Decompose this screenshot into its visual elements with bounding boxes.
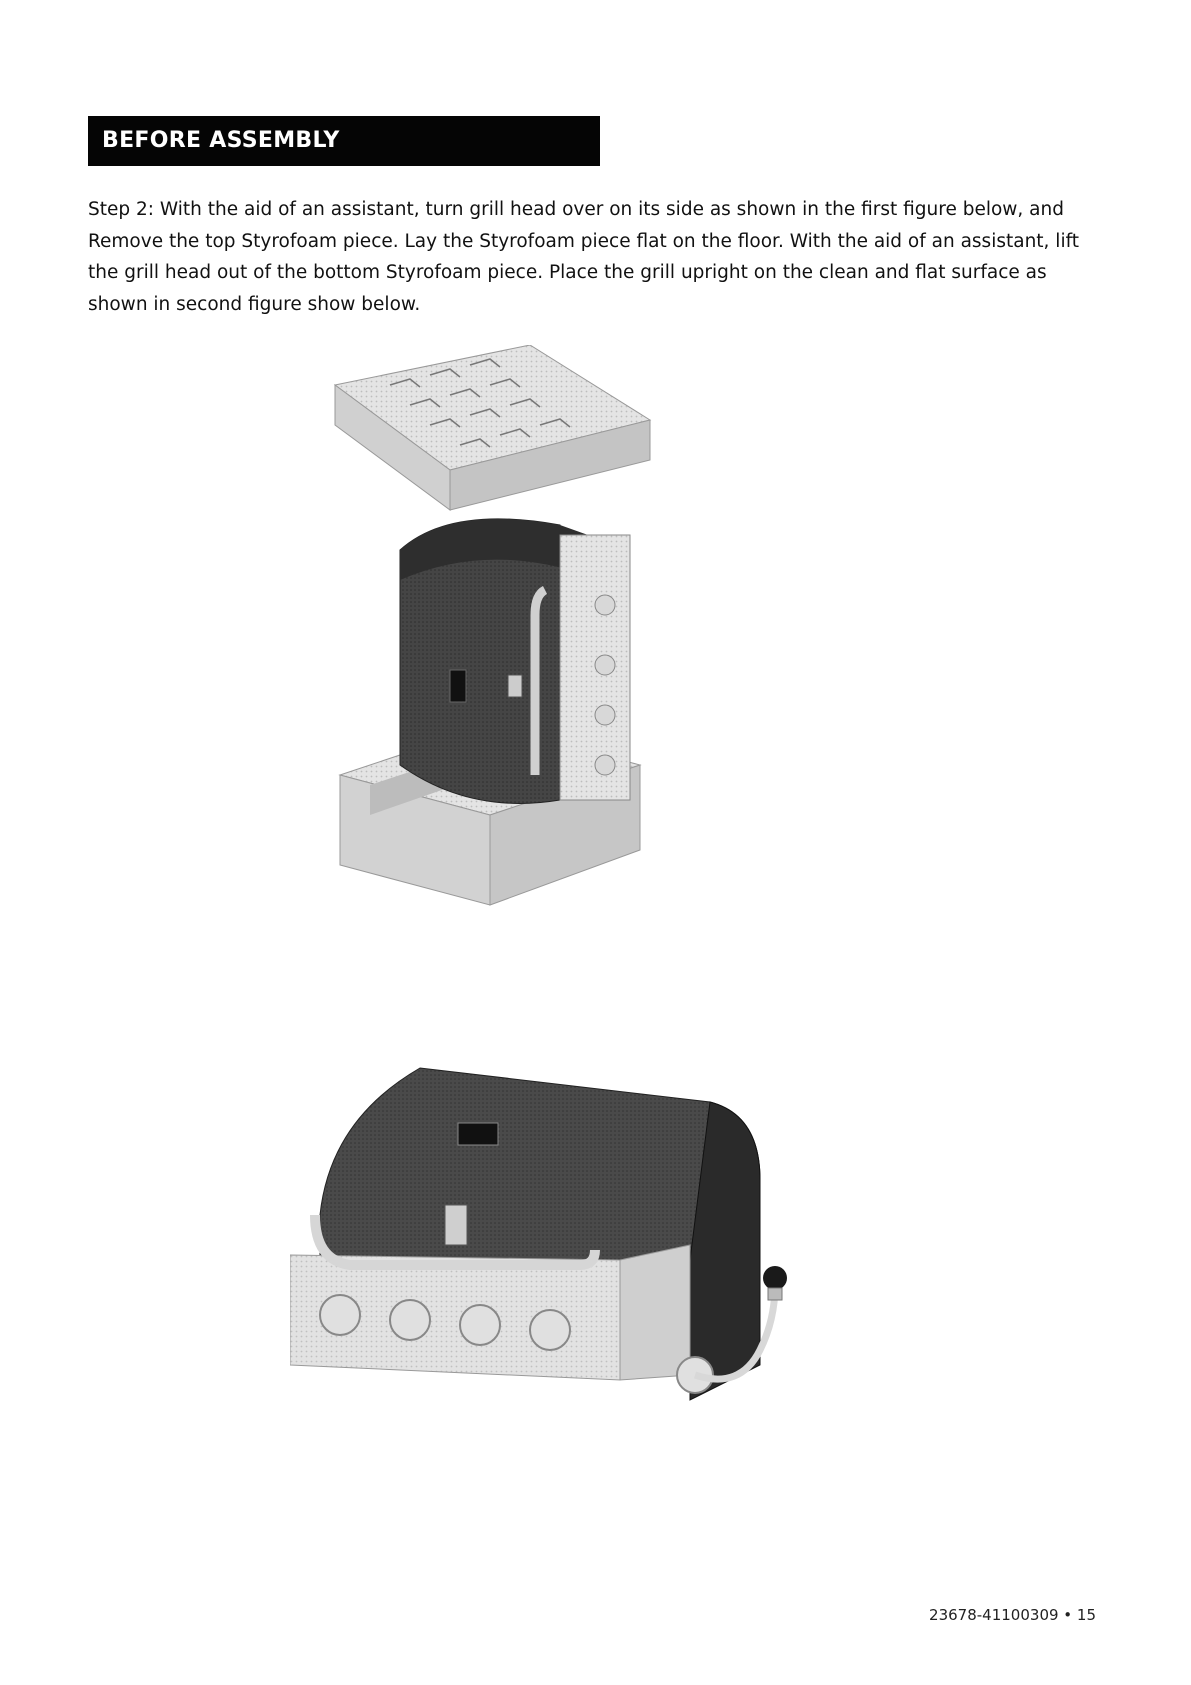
section-heading: BEFORE ASSEMBLY xyxy=(102,128,340,153)
section-heading-banner xyxy=(88,116,600,166)
top-styrofoam-piece xyxy=(335,345,650,510)
figure-grill-in-styrofoam xyxy=(330,345,700,930)
step-2-instructions: Step 2: With the aid of an assistant, turn grill head over on its side as shown in the first figure below, and Remove the top Styrofoam piece. Lay the Styrofoam piece flat on the floor. With the aid of an assistant, lift the grill head out of the bottom Styrofoam piece. Place the grill upright on the clean and flat surface as shown in second figure show below. xyxy=(88,199,1080,315)
grill-head-on-side xyxy=(400,519,630,804)
page-footer-reference: 23678-41100309 • 15 xyxy=(929,1606,1096,1624)
figure-grill-upright xyxy=(290,1030,860,1510)
grill-body xyxy=(290,1068,760,1400)
